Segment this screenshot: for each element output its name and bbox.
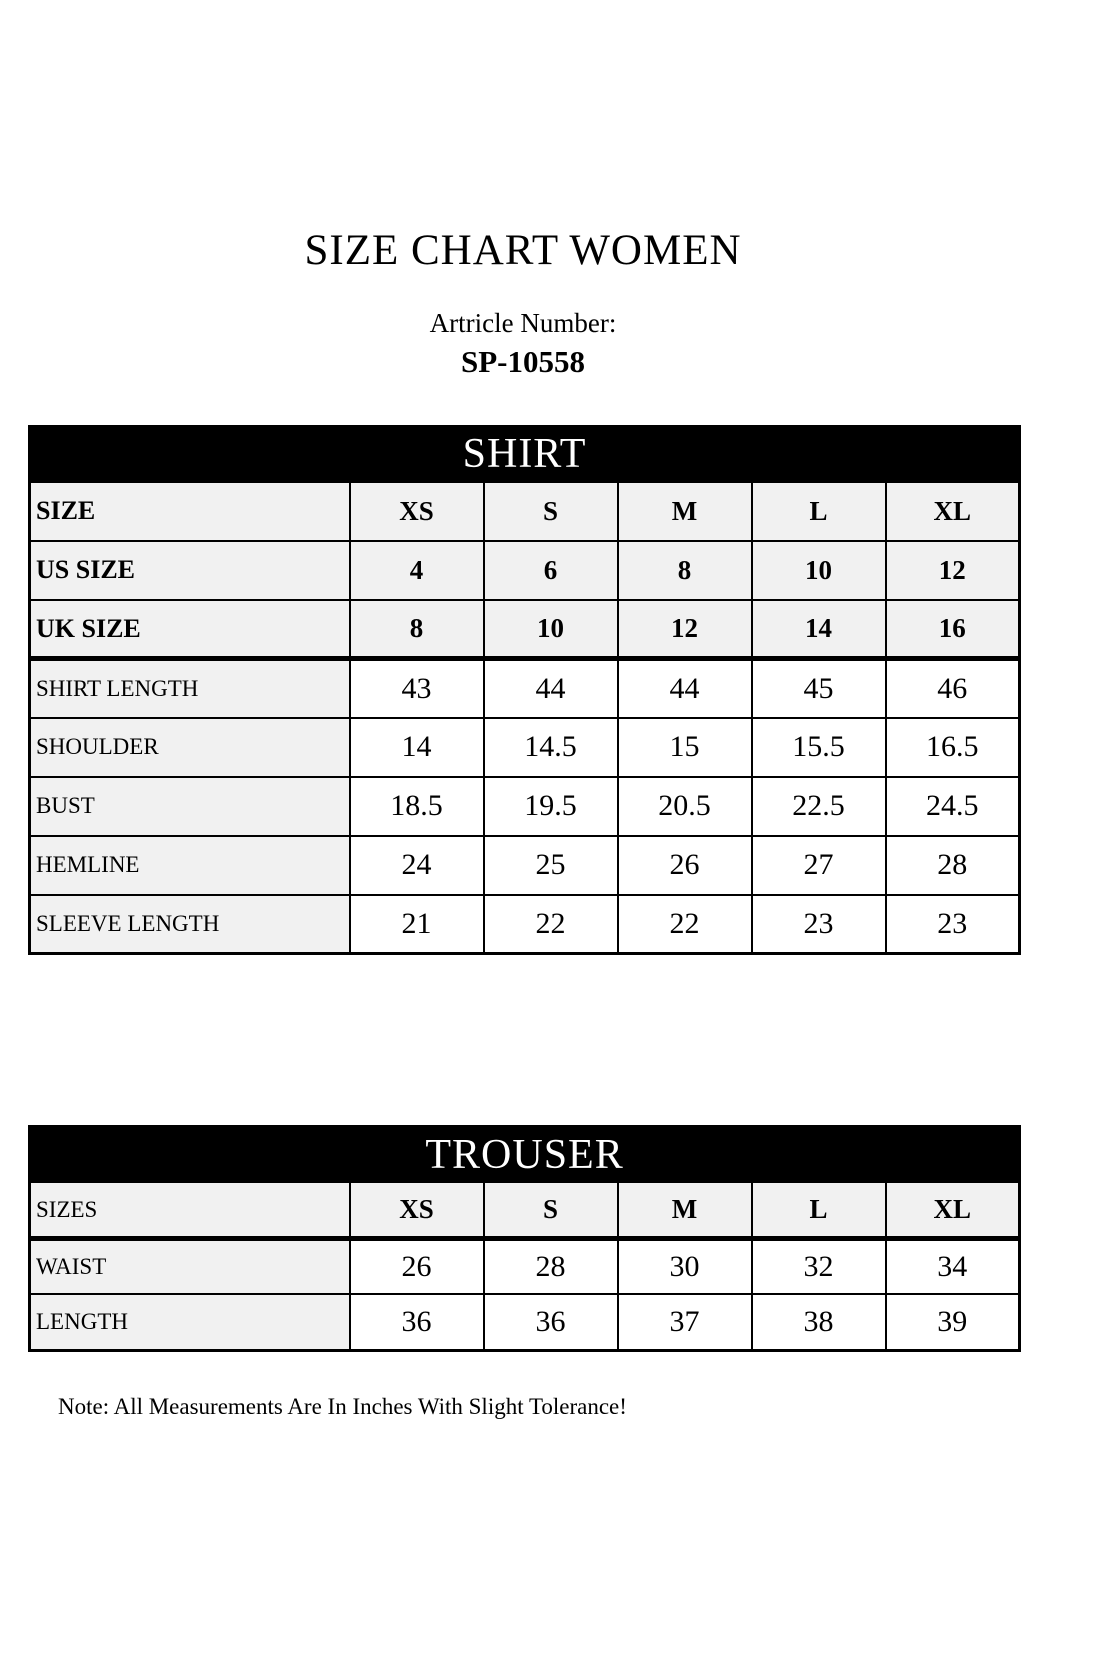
table-row xyxy=(30,541,1020,600)
cell-value: S xyxy=(484,1182,618,1238)
cell-value: 12 xyxy=(886,541,1020,600)
table-row xyxy=(30,836,1020,895)
cell-value: 10 xyxy=(752,541,886,600)
table-row xyxy=(30,895,1020,954)
cell-value: 22 xyxy=(484,895,618,954)
cell-value: 14 xyxy=(350,718,484,777)
table-row xyxy=(30,777,1020,836)
row-label: SLEEVE LENGTH xyxy=(30,895,350,954)
row-label: US SIZE xyxy=(30,541,350,600)
cell-value: 38 xyxy=(752,1294,886,1350)
cell-value: 25 xyxy=(484,836,618,895)
row-label: SIZES xyxy=(30,1182,350,1238)
cell-value: 21 xyxy=(350,895,484,954)
cell-value: 22 xyxy=(618,895,752,954)
cell-value: 12 xyxy=(618,600,752,659)
cell-value: M xyxy=(618,482,752,541)
cell-value: M xyxy=(618,1182,752,1238)
cell-value: 14.5 xyxy=(484,718,618,777)
cell-value: 23 xyxy=(752,895,886,954)
cell-value: 28 xyxy=(484,1238,618,1294)
article-number-label: Artricle Number: xyxy=(429,308,617,339)
cell-value: 24 xyxy=(350,836,484,895)
table-row xyxy=(30,1294,1020,1350)
cell-value: 24.5 xyxy=(886,777,1020,836)
cell-value: 16.5 xyxy=(886,718,1020,777)
table-row xyxy=(30,1182,1020,1238)
cell-value: 46 xyxy=(886,659,1020,718)
shirt-table-header: SHIRT xyxy=(30,426,1020,482)
cell-value: 23 xyxy=(886,895,1020,954)
cell-value: 8 xyxy=(350,600,484,659)
cell-value: 45 xyxy=(752,659,886,718)
cell-value: 44 xyxy=(484,659,618,718)
cell-value: XL xyxy=(886,1182,1020,1238)
measurement-note: Note: All Measurements Are In Inches With Slight Tolerance! xyxy=(58,1393,627,1419)
cell-value: 8 xyxy=(618,541,752,600)
row-label: LENGTH xyxy=(30,1294,350,1350)
row-label: WAIST xyxy=(30,1238,350,1294)
trouser-table-header: TROUSER xyxy=(30,1127,1020,1183)
cell-value: L xyxy=(752,482,886,541)
cell-value: 18.5 xyxy=(350,777,484,836)
cell-value: S xyxy=(484,482,618,541)
cell-value: 27 xyxy=(752,836,886,895)
cell-value: 20.5 xyxy=(618,777,752,836)
cell-value: 26 xyxy=(350,1238,484,1294)
cell-value: 37 xyxy=(618,1294,752,1350)
shirt-size-table xyxy=(28,425,1021,956)
cell-value: 15 xyxy=(618,718,752,777)
cell-value: 16 xyxy=(886,600,1020,659)
cell-value: 28 xyxy=(886,836,1020,895)
cell-value: 36 xyxy=(350,1294,484,1350)
cell-value: 19.5 xyxy=(484,777,618,836)
cell-value: 44 xyxy=(618,659,752,718)
row-label: UK SIZE xyxy=(30,600,350,659)
row-label: SHIRT LENGTH xyxy=(30,659,350,718)
trouser-size-table xyxy=(28,1125,1021,1352)
table-row xyxy=(30,600,1020,659)
cell-value: XS xyxy=(350,1182,484,1238)
row-label: SHOULDER xyxy=(30,718,350,777)
cell-value: 39 xyxy=(886,1294,1020,1350)
trouser-table-body xyxy=(30,1182,1020,1350)
cell-value: 32 xyxy=(752,1238,886,1294)
cell-value: 22.5 xyxy=(752,777,886,836)
cell-value: 14 xyxy=(752,600,886,659)
cell-value: 6 xyxy=(484,541,618,600)
cell-value: XS xyxy=(350,482,484,541)
trouser-table-band-row xyxy=(30,1127,1020,1183)
cell-value: 10 xyxy=(484,600,618,659)
table-row xyxy=(30,659,1020,718)
cell-value: XL xyxy=(886,482,1020,541)
table-row xyxy=(30,718,1020,777)
cell-value: L xyxy=(752,1182,886,1238)
cell-value: 36 xyxy=(484,1294,618,1350)
cell-value: 34 xyxy=(886,1238,1020,1294)
row-label: HEMLINE xyxy=(30,836,350,895)
size-chart-document xyxy=(28,0,1018,1420)
cell-value: 43 xyxy=(350,659,484,718)
page-title: SIZE CHART WOMEN xyxy=(304,227,742,274)
cell-value: 30 xyxy=(618,1238,752,1294)
cell-value: 26 xyxy=(618,836,752,895)
table-row xyxy=(30,1238,1020,1294)
table-row xyxy=(30,482,1020,541)
row-label: BUST xyxy=(30,777,350,836)
shirt-table-band-row xyxy=(30,426,1020,482)
cell-value: 4 xyxy=(350,541,484,600)
shirt-table-body xyxy=(30,482,1020,954)
cell-value: 15.5 xyxy=(752,718,886,777)
row-label: SIZE xyxy=(30,482,350,541)
article-number-value: SP-10558 xyxy=(461,343,585,379)
